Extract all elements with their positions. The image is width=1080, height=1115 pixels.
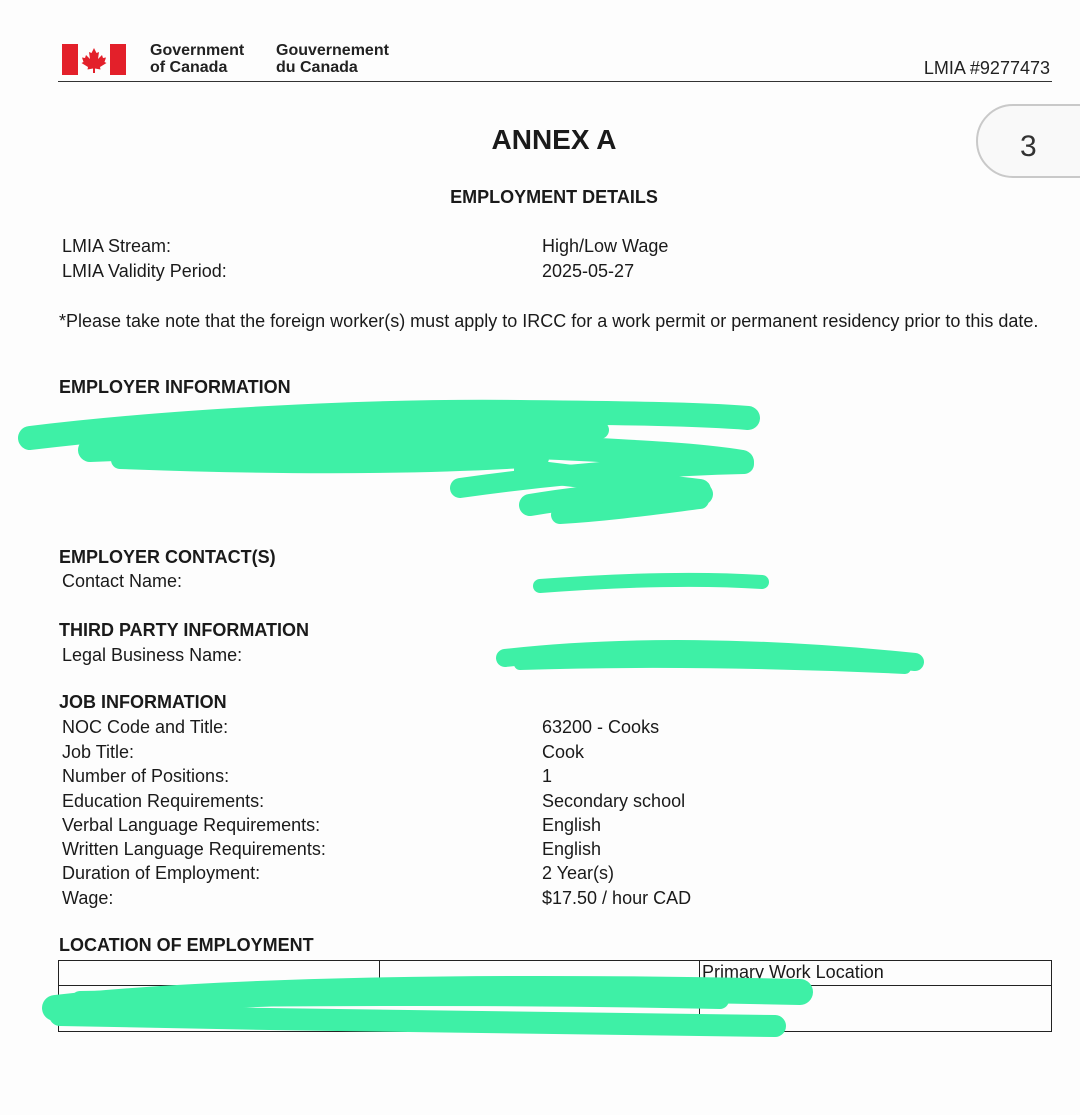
employer-contacts-heading: EMPLOYER CONTACT(S): [59, 547, 276, 567]
gov-fr-line1: Gouvernement: [276, 42, 389, 59]
job-information-heading: JOB INFORMATION: [59, 692, 227, 712]
header-rule: [58, 81, 1052, 82]
job-row-value: Secondary school: [542, 791, 686, 811]
employer-information-heading: EMPLOYER INFORMATION: [59, 377, 291, 397]
third-party-business-name-label: Legal Business Name:: [62, 645, 243, 665]
job-row-value: 63200 - Cooks: [542, 717, 660, 737]
location-table: [58, 960, 1052, 1032]
gov-en-line1: Government: [150, 42, 245, 59]
gov-en-line2: of Canada: [150, 59, 228, 76]
third-party-heading: THIRD PARTY INFORMATION: [59, 620, 309, 640]
page-subtitle: EMPLOYMENT DETAILS: [450, 187, 658, 207]
table-divider: [379, 961, 380, 985]
canada-flag-icon: [62, 44, 126, 75]
gov-fr-line2: du Canada: [276, 59, 358, 76]
government-of-canada-wordmark: [150, 42, 244, 76]
location-of-employment-heading: LOCATION OF EMPLOYMENT: [59, 935, 314, 955]
job-row-label: Job Title:: [62, 742, 135, 762]
lmia-number: LMIA #9277473: [923, 58, 1050, 78]
job-row-value: 2 Year(s): [542, 863, 615, 883]
job-row-label: NOC Code and Title:: [62, 717, 229, 737]
job-row-value: English: [542, 815, 602, 835]
page-number: 3: [1020, 130, 1037, 163]
lmia-stream-label: LMIA Stream:: [62, 236, 172, 256]
gouvernement-du-canada-wordmark: [276, 42, 389, 76]
job-row-value: English: [542, 839, 602, 859]
job-row-value: 1: [542, 766, 553, 786]
lmia-validity-label: LMIA Validity Period:: [62, 261, 227, 281]
contact-name-label: Contact Name:: [62, 571, 183, 591]
table-divider: [699, 961, 700, 1033]
validity-note: *Please take note that the foreign worker(s) must apply to IRCC for a work permit or permanent residency prior to this date.: [59, 311, 1039, 331]
job-row-label: Education Requirements:: [62, 791, 265, 811]
job-row-label: Duration of Employment:: [62, 863, 261, 883]
primary-work-location-header: Primary Work Location: [702, 962, 884, 982]
job-row-label: Verbal Language Requirements:: [62, 815, 321, 835]
job-row-label: Written Language Requirements:: [62, 839, 326, 859]
lmia-stream-value: High/Low Wage: [542, 236, 669, 256]
table-divider: [59, 985, 1051, 986]
page-title: ANNEX A: [491, 124, 617, 155]
job-row-value: Cook: [542, 742, 585, 762]
job-row-value: $17.50 / hour CAD: [542, 888, 692, 908]
job-row-label: Number of Positions:: [62, 766, 230, 786]
lmia-validity-value: 2025-05-27: [542, 261, 635, 281]
job-row-label: Wage:: [62, 888, 114, 908]
